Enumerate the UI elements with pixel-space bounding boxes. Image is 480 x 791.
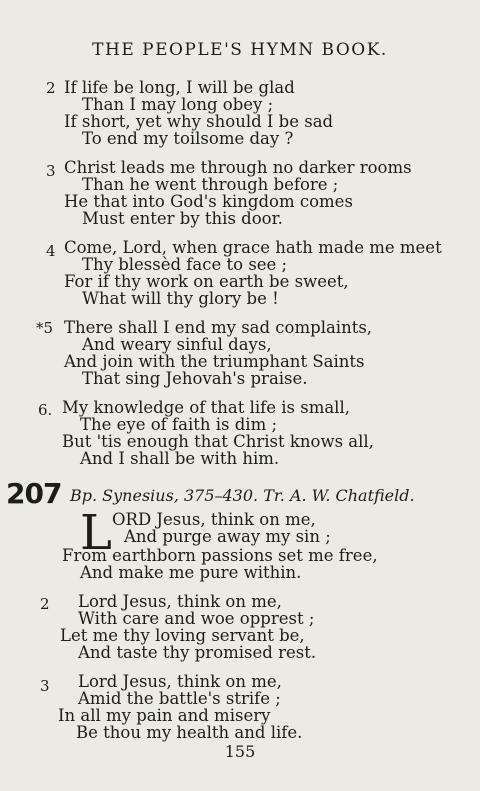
verse-line: Thy blessèd face to see ; xyxy=(82,255,288,274)
verse-line: Than he went through before ; xyxy=(82,175,339,194)
stanza-number: 2 xyxy=(40,595,50,613)
verse-line: In all my pain and misery xyxy=(58,706,271,725)
drop-cap-initial: L xyxy=(80,505,112,561)
verse-line: There shall I end my sad complaints, xyxy=(64,318,373,337)
verse-line: To end my toilsome day ? xyxy=(82,129,294,148)
verse-line: My knowledge of that life is small, xyxy=(62,398,350,417)
verse-line: And make me pure within. xyxy=(80,563,302,582)
verse-line: ORD Jesus, think on me, xyxy=(112,510,316,529)
page-number: 155 xyxy=(224,742,256,761)
verse-line: Christ leads me through no darker rooms xyxy=(64,158,412,177)
verse-line: That sing Jehovah's praise. xyxy=(82,369,308,388)
verse-line: For if thy work on earth be sweet, xyxy=(64,272,349,291)
verse-line: He that into God's kingdom comes xyxy=(64,192,353,211)
verse-line: And I shall be with him. xyxy=(80,449,280,468)
verse-line: Come, Lord, when grace hath made me meet xyxy=(64,238,442,257)
verse-line: Lord Jesus, think on me, xyxy=(78,592,282,611)
verse-line: And join with the triumphant Saints xyxy=(64,352,365,371)
verse-line: And purge away my sin ; xyxy=(124,527,331,546)
verse-line: The eye of faith is dim ; xyxy=(80,415,278,434)
verse-line: But 'tis enough that Christ knows all, xyxy=(62,432,374,451)
verse-line: And taste thy promised rest. xyxy=(78,643,317,662)
stanza-number: 6. xyxy=(38,401,53,419)
hymn-number: 207 xyxy=(6,477,62,510)
verse-line: And weary sinful days, xyxy=(82,335,272,354)
hymn-attribution: Bp. Synesius, 375–430. Tr. A. W. Chatfield. xyxy=(70,486,415,505)
verse-line: Than I may long obey ; xyxy=(82,95,274,114)
verse-line: Must enter by this door. xyxy=(82,209,283,228)
verse-line: Amid the battle's strife ; xyxy=(78,689,281,708)
verse-line: With care and woe opprest ; xyxy=(78,609,315,628)
stanza-number: 2 xyxy=(46,79,56,97)
verse-line: If life be long, I will be glad xyxy=(64,78,295,97)
verse-line: If short, yet why should I be sad xyxy=(64,112,334,131)
verse-line: Be thou my health and life. xyxy=(76,723,303,742)
stanza-number: 3 xyxy=(40,677,50,695)
stanza-number: *5 xyxy=(36,319,54,337)
verse-line: What will thy glory be ! xyxy=(82,289,279,308)
stanza-number: 3 xyxy=(46,162,56,180)
running-head: THE PEOPLE'S HYMN BOOK. xyxy=(92,40,388,60)
stanza-number: 4 xyxy=(46,242,56,260)
verse-line: From earthborn passions set me free, xyxy=(62,546,378,565)
verse-line: Let me thy loving servant be, xyxy=(60,626,305,645)
verse-line: Lord Jesus, think on me, xyxy=(78,672,282,691)
